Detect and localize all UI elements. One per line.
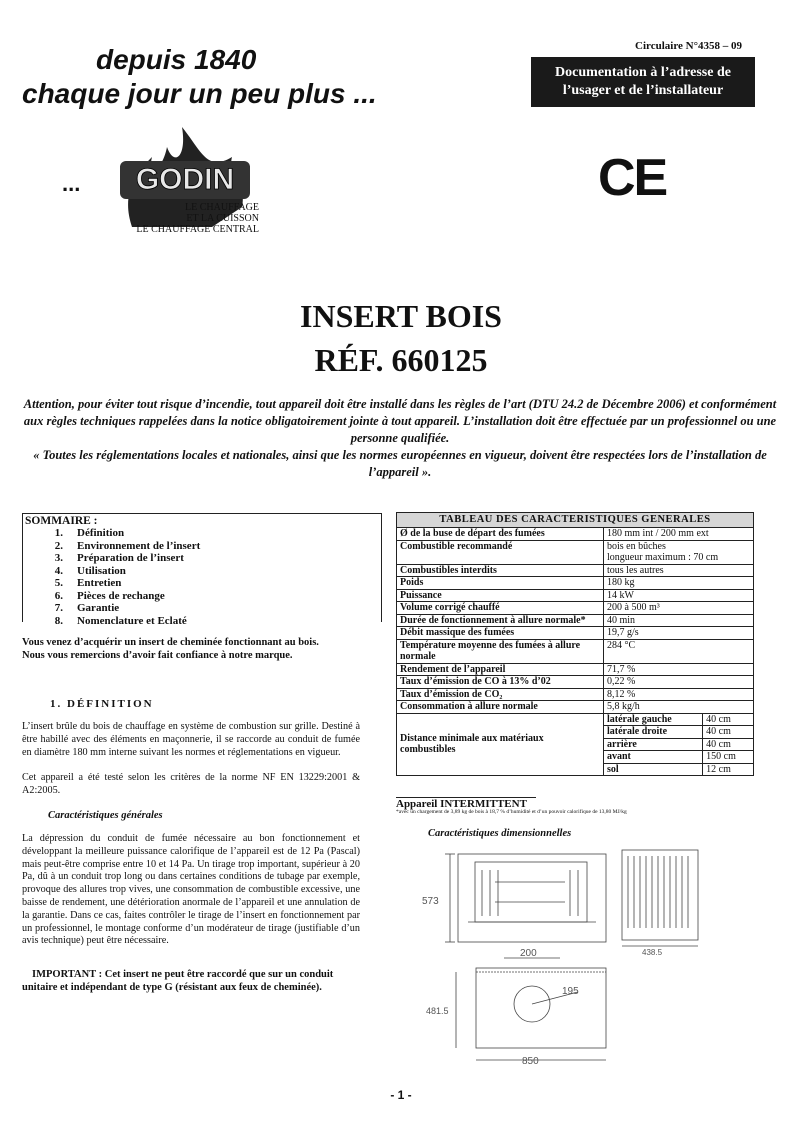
table-row-value [604, 627, 754, 640]
table-row-distance [397, 713, 754, 726]
toc-item-label: Définition [77, 527, 125, 539]
dim-depth-label: 438.5 [642, 948, 663, 957]
logo-subtitle-3: LE CHAUFFAGE CENTRAL [136, 224, 259, 235]
distance-value: 12 cm [703, 763, 754, 776]
intro-line-1: Vous venez d’acquérir un insert de cheminée fonctionnant au bois. [22, 637, 319, 648]
toc-item-label: Pièces de rechange [77, 589, 165, 602]
front-view-grid [482, 870, 578, 916]
table-row [397, 602, 754, 615]
toc-item-number: 2. [54, 539, 63, 552]
dimensions-title: Caractéristiques dimensionnelles [428, 828, 572, 839]
documentation-line-1: Documentation à l’adresse de [555, 65, 731, 80]
front-view-outline [458, 854, 606, 942]
toc-item-label: Utilisation [77, 564, 126, 577]
toc-heading: SOMMAIRE : [25, 515, 98, 527]
table-row [397, 577, 754, 590]
distance-value: 40 cm [703, 726, 754, 739]
table-row-value-text: tous les autres [607, 564, 664, 576]
table-row-label: Combustible recommandé [397, 540, 604, 564]
side-view-outline [622, 850, 698, 940]
toc-item [23, 527, 381, 540]
toc-item [23, 590, 381, 603]
table-row-value [604, 528, 754, 541]
toc-item [23, 615, 381, 628]
table-title: TABLEAU DES CARACTERISTIQUES GENERALES [397, 513, 754, 528]
distance-value: 150 cm [703, 751, 754, 764]
table-row-value [604, 688, 754, 701]
table-row [397, 614, 754, 627]
toc-item-label: Nomenclature et Eclaté [77, 614, 187, 627]
table-row-value [604, 564, 754, 577]
logo-subtitle-1: LE CHAUFFAGE [185, 202, 259, 213]
table-row-value-text: 180 mm int / 200 mm ext [607, 528, 709, 539]
toc-item-number: 8. [54, 614, 63, 627]
table-row-label: Taux d’émission de CO à 13% d’02 [397, 676, 604, 689]
table-of-contents [22, 513, 382, 627]
toc-item [23, 565, 381, 578]
table-row-value-text: 40 min [607, 614, 636, 626]
table-row-value [604, 602, 754, 615]
slogan-line-2: chaque jour un peu plus ... [22, 78, 377, 109]
table-row-label: Débit massique des fumées [397, 627, 604, 640]
table-row [397, 676, 754, 689]
section-heading-definition: 1. DÉFINITION [50, 698, 154, 710]
page-title: INSERT BOIS [300, 298, 502, 334]
table-row-value-text: 180 kg [607, 577, 635, 588]
documentation-box [531, 57, 755, 107]
table-row [397, 589, 754, 602]
toc-item-number: 3. [54, 552, 63, 564]
table-row [397, 701, 754, 714]
toc-item-number: 1. [54, 527, 63, 539]
table-row-value-text: 5,8 kg/h [607, 701, 640, 712]
intro-text [22, 636, 382, 662]
table-row-value-text: 19,7 g/s [607, 627, 639, 638]
table-row [397, 627, 754, 640]
dim-side-depth-label: 481.5 [426, 1006, 449, 1016]
table-row-value-text: 0,22 % [607, 676, 636, 687]
table-row-value-text: 8,12 % [607, 688, 636, 700]
distance-side: sol [604, 763, 703, 776]
toc-item-label: Garantie [77, 602, 120, 614]
toc-item [23, 602, 381, 615]
distance-label: Distance minimale aux matériaux combustibles [397, 713, 604, 776]
table-row-value [604, 701, 754, 714]
toc-item-number: 6. [54, 589, 63, 602]
distance-side: latérale droite [604, 726, 703, 739]
distance-side: latérale gauche [604, 713, 703, 726]
toc-item [23, 577, 381, 590]
dim-width-label: 850 [522, 1056, 539, 1067]
table-row-label: Ø de la buse de départ des fumées [397, 528, 604, 541]
reference-title: RÉF. 660125 [314, 342, 488, 378]
table-row-value [604, 577, 754, 590]
toc-item-number: 5. [54, 577, 63, 589]
distance-value: 40 cm [703, 738, 754, 751]
table-row [397, 639, 754, 663]
slogan-line-1: depuis 1840 [96, 44, 257, 75]
ce-mark: CE [598, 149, 667, 207]
table-row-label: Poids [397, 577, 604, 590]
distance-value: 40 cm [703, 713, 754, 726]
circular-number: Circulaire N°4358 – 09 [635, 40, 742, 52]
table-row-value [604, 614, 754, 627]
table-row-label: Puissance [397, 589, 604, 602]
dim-buse-label: 200 [520, 948, 537, 959]
table-row-value-text: 14 kW [607, 589, 634, 601]
table-row-label: Volume corrigé chauffé [397, 602, 604, 615]
important-notice: IMPORTANT : Cet insert ne peut être raccordé que sur un conduit unitaire et indépendant de type G (résistant aux feux de cheminée). [22, 969, 334, 993]
table-row [397, 540, 754, 564]
dim-height-label: 573 [422, 896, 439, 907]
table-row-value-text: 284 °C [607, 639, 636, 651]
table-row-label: Combustibles interdits [397, 564, 604, 577]
subheading-general-characteristics: Caractéristiques générales [48, 810, 163, 821]
table-footer: Appareil INTERMITTENT [396, 797, 536, 810]
warning-paragraph-1: Attention, pour éviter tout risque d’incendie, tout appareil doit être installé dans les règles de l’art (DTU 24.2 de Décembre 2006) et conformément aux règles techniques rappelées dans la notice obligatoirement jointe à tout appareil. L’installation doit être effectuée par un professionnel ou une personne qualifiée. [23, 397, 777, 445]
logo-subtitle-2: ET LA CUISSON [186, 213, 259, 224]
table-row-value-text-2: longueur maximum : 70 cm [607, 552, 719, 563]
warning-paragraph-2: « Toutes les réglementations locales et nationales, ainsi que les normes européennes en vigueur, doivent être respectées lors de l’installation de l’appareil ». [33, 448, 767, 479]
page-number: - 1 - [390, 1088, 412, 1102]
table-row-value [604, 663, 754, 676]
toc-item-label: Préparation de l’insert [77, 552, 184, 564]
godin-logo [62, 117, 262, 237]
distance-side: avant [604, 751, 703, 764]
toc-item-label: Environnement de l’insert [77, 539, 201, 552]
side-view-fins [628, 856, 688, 928]
table-row [397, 528, 754, 541]
table-row-value-text: 71,7 % [607, 663, 636, 675]
logo-brand: GODIN [135, 163, 235, 196]
toc-item [23, 552, 381, 565]
table-row [397, 564, 754, 577]
table-row-label: Taux d’émission de CO₂ [397, 688, 604, 701]
safety-warning [20, 396, 780, 481]
norm-paragraph: Cet appareil a été testé selon les critères de la norme NF EN 13229:2001 & A2:2005. [22, 772, 360, 796]
documentation-line-2: l’usager et de l’installateur [562, 83, 724, 98]
logo-dots: ... [62, 171, 81, 196]
table-row [397, 663, 754, 676]
distance-side: arrière [604, 738, 703, 751]
toc-item-number: 4. [54, 564, 63, 577]
toc-item [23, 540, 381, 553]
table-row-value [604, 540, 754, 564]
characteristics-table [396, 512, 754, 776]
definition-paragraph: L’insert brûle du bois de chauffage en système de combustion sur grille. Destiné à être habillé avec des éléments en maçonnerie, il se raccorde au conduit de fumée en diamètre 180 mm interne suivant les normes et réglementations en vigueur. [22, 721, 360, 758]
intro-line-2: Nous vous remercions d’avoir fait confiance à notre marque. [22, 650, 293, 661]
table-row-value-text: 200 à 500 m³ [607, 602, 660, 613]
table-row [397, 688, 754, 701]
top-view-outline [476, 968, 606, 1048]
table-row-label: Température moyenne des fumées à allure normale [397, 639, 604, 663]
table-row-value-text: bois en bûches [607, 540, 666, 552]
dimension-drawings [420, 842, 760, 1072]
table-row-value [604, 589, 754, 602]
table-row-value [604, 639, 754, 663]
table-row-value [604, 676, 754, 689]
table-row-label: Rendement de l’appareil [397, 663, 604, 676]
dim-buse-offset-label: 195 [562, 986, 579, 997]
toc-item-label: Entretien [77, 577, 122, 589]
toc-item-number: 7. [54, 602, 63, 614]
draught-paragraph: La dépression du conduit de fumée nécessaire au bon fonctionnement et développant la meilleure puissance calorifique de l’appareil est de 12 Pa (Pascal) mais peut-être comprise entre 10 et 14 Pa. Un tirage trop important, supérieur à 20 Pa, dû à un conduit trop long ou dans certaines conditions de tubage par exemple, provoque des allures trop vives, une consommation de combustible excessive, une baisse de rendement, une détérioration anormale de l’appareil et une annulation de la garantie. Dans ce cas, faites contrôler le tirage de l’insert en fonctionnement par un professionnel, le montage conforme d’un modérateur de tirage (justifiable d’un avis technique) peut être nécessaire. [22, 833, 360, 947]
table-footnote: *avec un chargement de 3,89 kg de bois à 18,7 % d’humidité et d’un pouvoir calorifique de 13,80 MJ/kg [396, 809, 627, 815]
table-row-label: Durée de fonctionnement à allure normale* [397, 614, 604, 627]
table-row-label: Consommation à allure normale [397, 701, 604, 714]
